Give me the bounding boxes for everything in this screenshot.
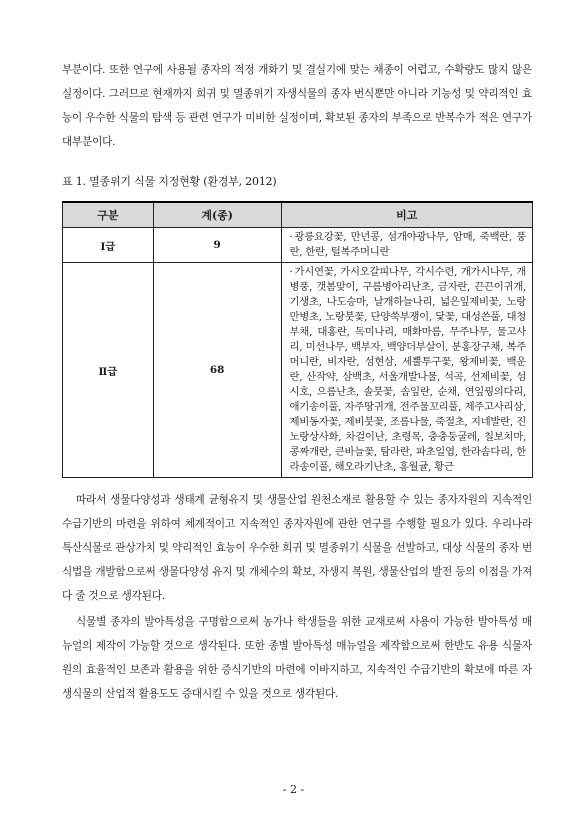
header-note: 비고 [281, 202, 532, 228]
table-caption: 표 1. 멸종위기 식물 지정현황 (환경부, 2012) [62, 175, 277, 188]
table-row-grade2 [63, 263, 533, 478]
row-count-grade2: 68 [153, 263, 281, 478]
intro-paragraph: 부분이다. 또한 연구에 사용될 종자의 적정 개화기 및 결실기에 맞는 채종이 어렵고, 수확량도 많지 않은 실정이다. 그러므로 현재까지 희귀 및 멸종위기 자생식물의 종자 번식뿐만 아니라 기능성 및 약리적인 효능이 우수한 식물의 탐색 등 관련 연구가 미비한 실정이며, 확보된 종자의 부족으로 반복수가 적은 연구가 대부분이다. [62, 64, 532, 148]
table-row-grade1 [63, 228, 533, 263]
row-category-grade1: Ⅰ급 [63, 228, 154, 263]
header-count: 계(종) [153, 202, 281, 228]
row-note-grade1 [281, 228, 532, 263]
body-paragraph-2: 식물별 종자의 발아특성을 구명함으로써 농가나 학생들을 위한 교재로써 사용이 가능한 발아특성 매뉴얼의 제작이 가능할 것으로 생각된다. 또한 종별 발아특성 매뉴얼을 제작함으로써 한반도 유용 식물자원의 효율적인 보존과 활용을 위한 증식기반의 마련에 이바지하고, 지속적인 수급기반의 확보에 따른 자생식물의 산업적 활용도도 증대시킬 수 있을 것으로 생각된다. [62, 616, 532, 700]
page-number: - 2 - [282, 783, 305, 796]
bullet-mark: · [289, 231, 293, 243]
row-category-grade2: Ⅱ급 [63, 263, 154, 478]
endangered-plants-table [62, 201, 533, 478]
row-count-grade1: 9 [153, 228, 281, 263]
species-list-grade2: 가시연꽃, 가시오갈피나무, 각시수련, 개가시나무, 개병풍, 갯봄맞이, 구름병아리난초, 금자란, 끈끈이귀개, 기생초, 나도승마, 날개하늘나리, 넓은잎제비꽃, 노랑만병초, 노랑붓꽃, 단양쑥부쟁이, 닻꽃, 대성쓴풀, 대청부채, 대홍란, 독미나리, 매화마름, 무주나무, 물고사리, 미선나무, 백부자, 백양더부살이, 분홍장구채, 복주머니란, 비자란, 섬현삼, 세뿔투구꽃, 왕제비꽃, 백운란, 산작약, 삼백초, 서울개발나물, 석곡, 선제비꽃, 섬시호, 으름난초, 솔붓꽃, 솜잎란, 순채, 연잎꿩의다리, 애기송이풀, 자주땅귀개, 전주물꼬리풀, 제주고사리삼, 제비동자꽃, 제비붓꽃, 조름나물, 죽절초, 지네발란, 진노랑상사화, 차걸이난, 초령목, 충충둥굴레, 칠보치마, 콩짜개란, 큰바늘꽃, 탐라란, 파초일엽, 한라솜다리, 한라송이풀, 해오라기난초, 홍월귤, 황근 [289, 266, 526, 473]
body-paragraph-1: 따라서 생물다양성과 생태계 균형유지 및 생물산업 원천소재로 활용할 수 있는 종자자원의 지속적인 수급기반의 마련을 위하여 체계적이고 지속적인 종자자원에 관한 연구를 수행할 필요가 있다. 우리나라 특산식물로 관상가치 및 약리적인 효능이 우수한 희귀 및 멸종위기 식물을 선발하고, 대상 식물의 종자 번식법을 개발함으로써 생물다양성 유지 및 개체수의 확보, 자생지 복원, 생물산업의 발전 등의 이점을 가져다 줄 것으로 생각된다. [62, 494, 532, 602]
species-list-grade1: 광릉요강꽃, 만년콩, 섬개야광나무, 암매, 죽백란, 풍란, 한란, 털복주머니란 [289, 231, 526, 258]
row-note-grade2 [281, 263, 532, 478]
bullet-mark: · [289, 266, 293, 278]
header-category: 구분 [63, 202, 154, 228]
table-header-row [63, 202, 533, 228]
